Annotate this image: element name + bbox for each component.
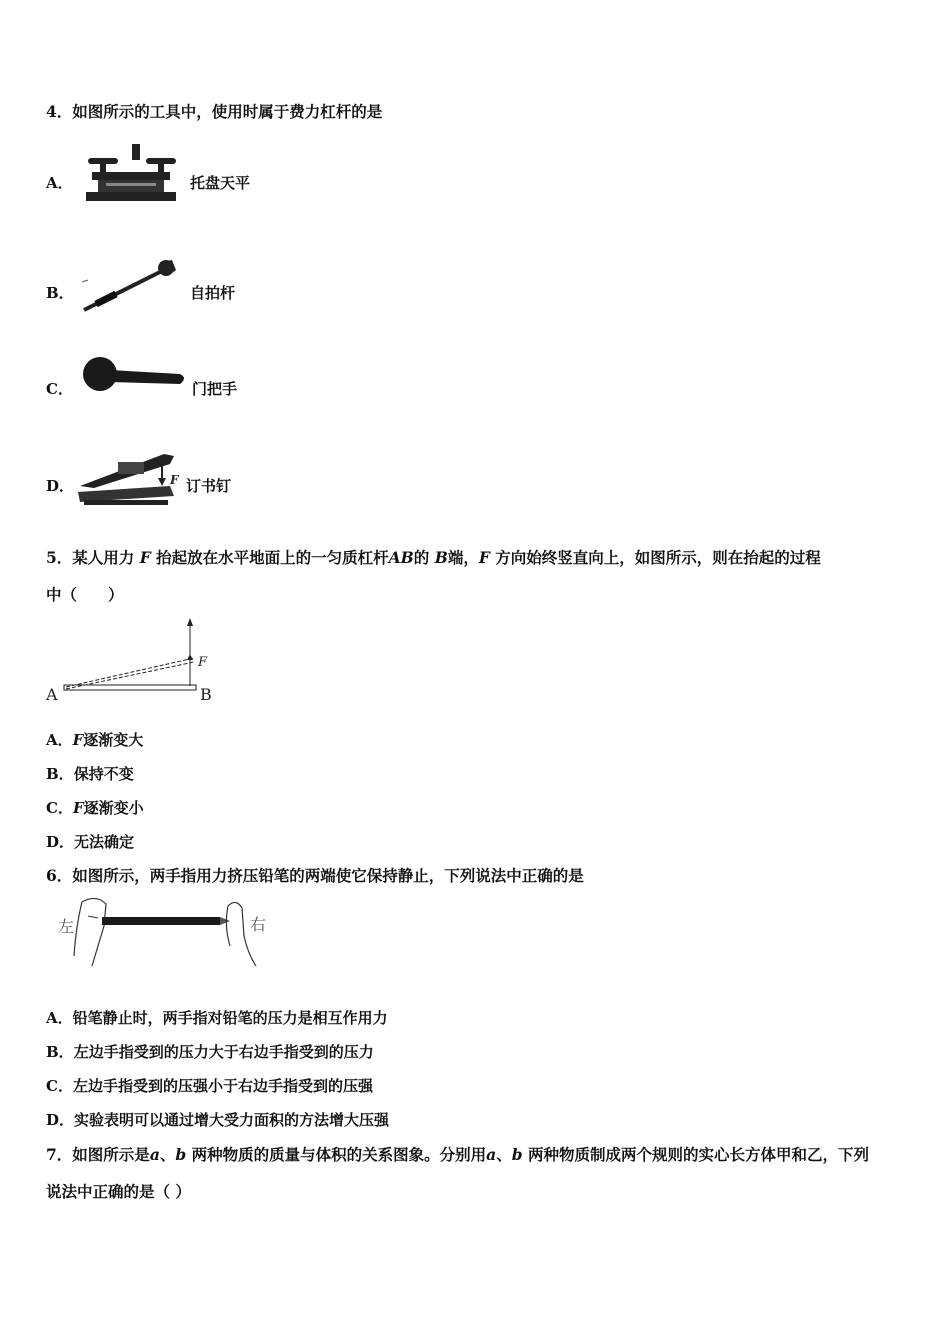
selfie-stick-image	[76, 256, 182, 316]
q4-option-c-label: 门把手	[192, 380, 238, 398]
balance-image	[82, 142, 178, 204]
q4-option-b-label: 自拍杆	[190, 284, 236, 302]
q5-option-a[interactable]: A．F逐渐变大	[46, 731, 144, 749]
pencil-left-label: 左	[58, 917, 75, 936]
q5-stem-line2: 中（ ）	[46, 585, 124, 604]
lever-point-a: A	[46, 685, 58, 704]
pencil-right-label: 右	[250, 915, 267, 934]
q6-option-a[interactable]: A．铅笔静止时，两手指对铅笔的压力是相互作用力	[46, 1009, 388, 1027]
q6-option-b[interactable]: B．左边手指受到的压力大于右边手指受到的压力	[46, 1043, 374, 1061]
lever-point-b: B	[200, 685, 212, 704]
q4-option-a-label: 托盘天平	[190, 174, 251, 192]
q5-option-b[interactable]: B．保持不变	[46, 765, 134, 783]
q6-stem: 6．如图所示，两手指用力挤压铅笔的两端使它保持静止，下列说法中正确的是	[46, 866, 584, 885]
q5-option-c[interactable]: C．F逐渐变小	[46, 799, 144, 817]
q6-option-c[interactable]: C．左边手指受到的压强小于右边手指受到的压强	[46, 1077, 373, 1095]
q4-option-b-letter[interactable]: B．	[46, 284, 74, 302]
q4-stem: 4．如图所示的工具中，使用时属于费力杠杆的是	[46, 102, 383, 121]
pencil-fingers-diagram	[52, 896, 272, 970]
q7-stem-line2: 说法中正确的是（ ）	[46, 1182, 191, 1201]
door-handle-image	[82, 354, 190, 396]
q4-option-a-letter[interactable]: A．	[46, 174, 73, 192]
q7-stem: 7．如图所示是a、b 两种物质的质量与体积的关系图象。分别用a、b 两种物质制成两个规则的实心长方体甲和乙，下列	[46, 1145, 869, 1164]
lever-force-label: F	[198, 655, 208, 670]
stapler-image	[74, 446, 186, 512]
q5-option-d[interactable]: D．无法确定	[46, 833, 135, 851]
q4-option-c-letter[interactable]: C．	[46, 380, 73, 398]
q4-option-d-label: 订书钉	[186, 477, 232, 495]
lever-diagram	[44, 616, 224, 708]
stapler-force-label: F	[170, 473, 179, 487]
q6-option-d[interactable]: D．实验表明可以通过增大受力面积的方法增大压强	[46, 1111, 390, 1129]
q5-stem: 5．某人用力 F 抬起放在水平地面上的一匀质杠杆AB的 B端，F 方向始终竖直向上，如图所示，则在抬起的过程	[46, 548, 821, 567]
q4-option-d-letter[interactable]: D．	[46, 477, 75, 495]
